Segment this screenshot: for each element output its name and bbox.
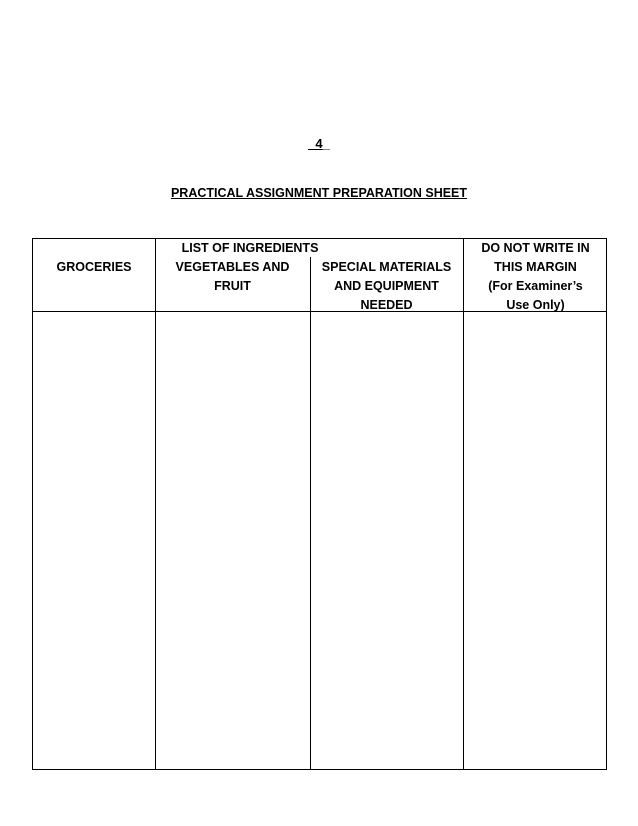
groceries-header: GROCERIES [56, 260, 132, 274]
special-header-line-1: SPECIAL MATERIALS [321, 260, 452, 274]
special-materials-entry-area[interactable] [311, 312, 463, 769]
sheet-title: PRACTICAL ASSIGNMENT PREPARATION SHEET [170, 186, 468, 200]
examiner-use-header [463, 239, 608, 315]
vegetables-entry-area[interactable] [156, 312, 310, 769]
examiner-header-line-1: DO NOT WRITE IN [481, 241, 590, 255]
special-header-line-3: NEEDED [360, 298, 413, 312]
page-number-main: _4 [308, 136, 323, 151]
examiner-header-line-3: (For Examiner’s [488, 279, 583, 293]
special-header-line-2: AND EQUIPMENT [334, 279, 439, 293]
examiner-margin-area [464, 312, 606, 769]
page-number-suffix: _ [322, 136, 330, 151]
groceries-entry-area[interactable] [33, 312, 155, 769]
special-materials-header [310, 258, 463, 315]
list-of-ingredients-header: LIST OF INGREDIENTS [181, 241, 319, 255]
preparation-table [32, 238, 607, 770]
vegetables-header-line-1: VEGETABLES AND [175, 260, 290, 274]
vegetables-header-line-2: FRUIT [214, 279, 251, 293]
vegetables-and-fruit-header [155, 258, 310, 296]
examiner-header-line-2: THIS MARGIN [494, 260, 577, 274]
page-number [0, 136, 638, 151]
examiner-header-line-4: Use Only) [506, 298, 565, 312]
